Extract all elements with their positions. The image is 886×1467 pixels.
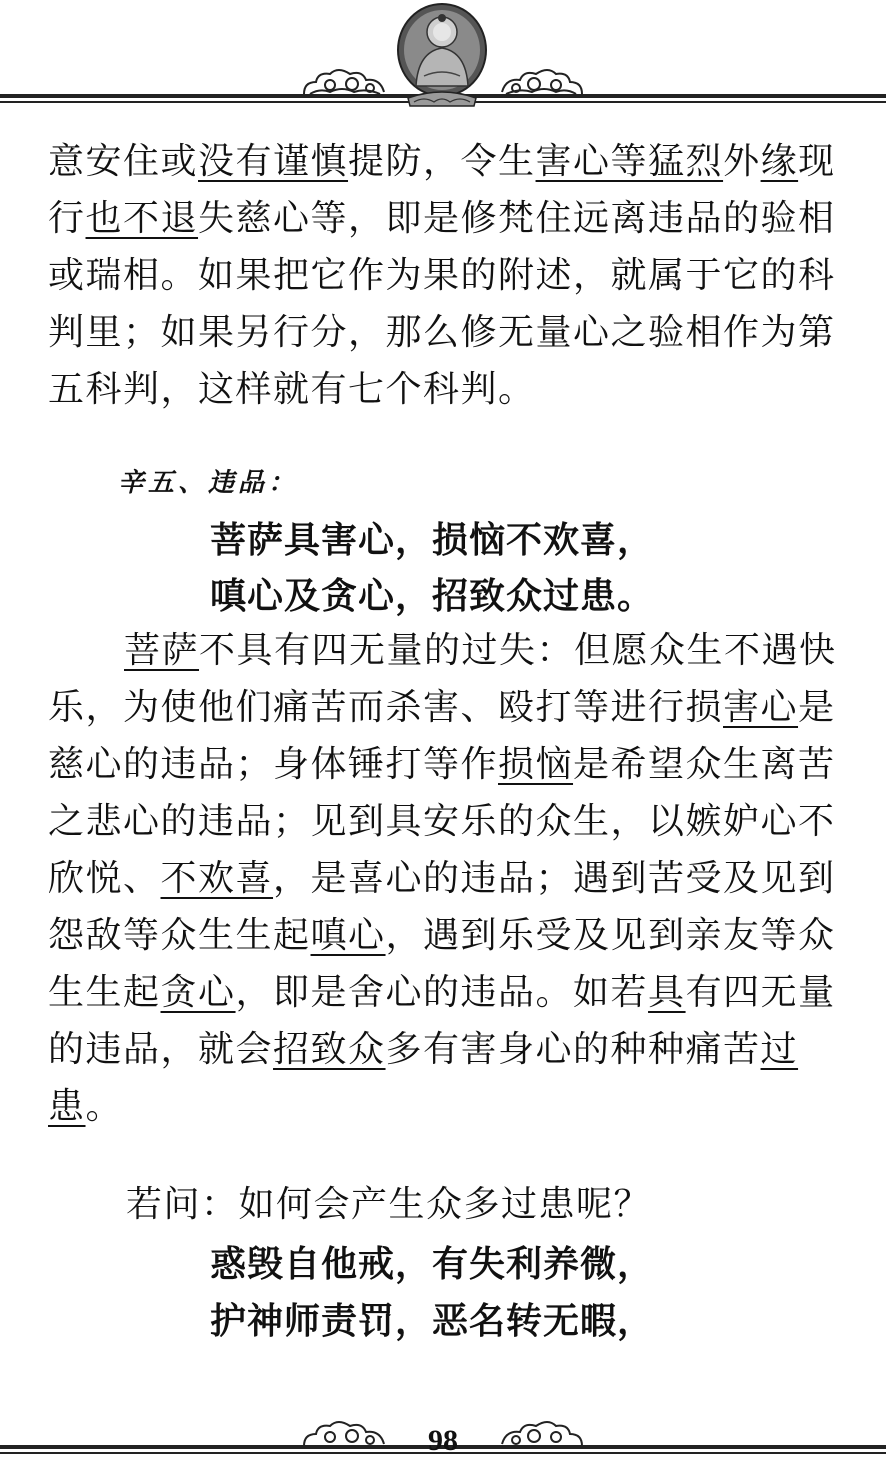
text-segment: 失慈心等，即是修梵住远离违品的验相或瑞相。如果把它作为果的附述，就属于它的科判里；如果另行分，那么修无量心之验相作为第五科判，这样就有七个科判。 xyxy=(48,198,836,410)
underlined-term: 不欢喜 xyxy=(160,858,274,899)
cloud-scroll-icon xyxy=(498,68,586,98)
text-segment: 有四无量的违品，就会 xyxy=(48,972,836,1070)
text-segment: 多有害身心的种种痛苦 xyxy=(385,1029,761,1070)
underlined-term: 害心 xyxy=(723,687,799,728)
verse-line-4: 护神师责罚，恶名转无暇， xyxy=(210,1300,655,1342)
text-segment: ，遇到乐受及见到亲友等众生生起 xyxy=(48,915,836,1013)
text-segment: 现行 xyxy=(48,141,836,239)
text-segment: 外 xyxy=(723,141,761,182)
verse-line-1: 菩萨具害心，损恼不欢喜， xyxy=(210,519,655,561)
page-number: 98 xyxy=(428,1424,458,1457)
paragraph-2 xyxy=(48,622,838,1135)
cloud-scroll-icon xyxy=(300,68,388,98)
underlined-term: 也不退 xyxy=(85,198,199,239)
underlined-term: 缘 xyxy=(760,141,799,182)
question-line: 若问：如何会产生众多过患呢？ xyxy=(126,1184,652,1225)
paragraph-1 xyxy=(48,133,838,418)
verse-line-3: 惑毁自他戒，有失利养微， xyxy=(210,1243,655,1285)
text-segment: 意安住或 xyxy=(48,141,199,182)
underlined-term: 贪心 xyxy=(160,972,236,1013)
underlined-term: 招致众 xyxy=(273,1029,386,1070)
underlined-term: 没有谨慎 xyxy=(198,141,349,182)
underlined-term: 嗔心 xyxy=(310,915,386,956)
underlined-term: 菩萨 xyxy=(124,630,200,671)
text-segment: 是慈心的违品；身体锤打等作 xyxy=(48,687,836,785)
text-segment: 。 xyxy=(85,1086,124,1127)
text-segment: 提防，令生 xyxy=(348,141,536,182)
section-heading: 辛五、违品： xyxy=(118,468,299,498)
text-segment: 是希望众生离苦之悲心的违品；见到具安乐的众生，以嫉妒心不欣悦、 xyxy=(48,744,836,899)
underlined-term: 具 xyxy=(648,972,686,1013)
text-segment: ，即是舍心的违品。如若 xyxy=(235,972,649,1013)
underlined-term: 过患 xyxy=(48,1029,799,1127)
text-segment: 不具有四无量的过失：但愿众生不遇快乐，为使他们痛苦而杀害、殴打等进行损 xyxy=(48,630,837,728)
text-segment: ，是喜心的违品；遇到苦受及见到怨敌等众生生起 xyxy=(48,858,836,956)
underlined-term: 害心等猛烈 xyxy=(535,141,724,182)
buddha-medallion-icon xyxy=(394,2,490,110)
verse-line-2: 嗔心及贪心，招致众过患。 xyxy=(210,575,655,617)
underlined-term: 损恼 xyxy=(498,744,574,785)
